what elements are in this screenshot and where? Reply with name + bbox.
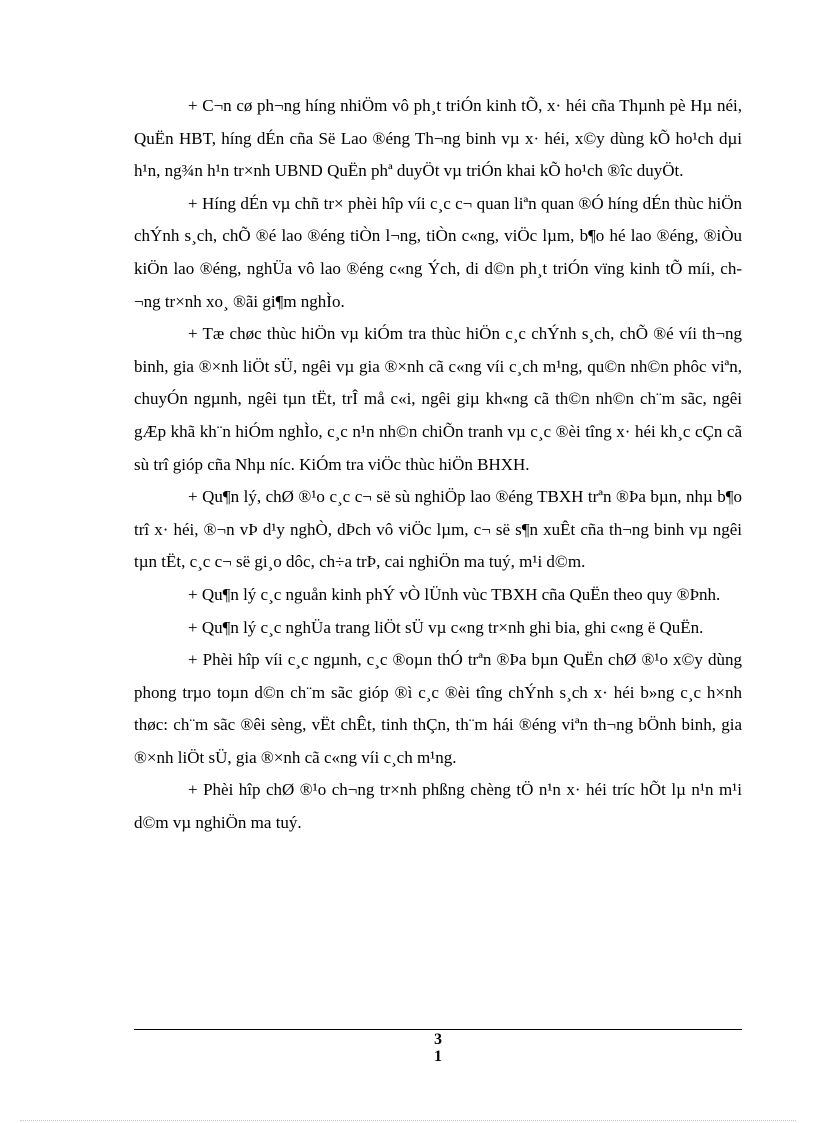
paragraph-5: + Qu¶n lý c¸c nguån kinh phÝ vÒ lÜnh vùc TBXH cña QuËn theo quy ®Þnh.	[188, 584, 721, 604]
footer-divider	[134, 1029, 742, 1030]
paragraph-2: + Híng dÉn vµ chñ tr× phèi hîp víi c¸c c¬ quan liªn quan ®Ó híng dÉn thùc hiÖn chÝnh s¸ch, chÕ ®é lao ®éng tiÒn l¬ng, tiÒn c«ng, viÖc lµm, b¶o hé lao ®éng, ®iÒu kiÖn lao ®éng, nghÜa vô lao ®éng c«ng Ých, di d©n ph¸t triÓn vïng kinh tÕ míi, ch¬ng tr×nh xo¸ ®ãi gi¶m nghÌo.	[134, 193, 742, 311]
paragraph-8: + Phèi hîp chØ ®¹o ch¬ng tr×nh phßng chèng tÖ n¹n x· héi tríc hÕt lµ n¹n m¹i d©m vµ nghiÖn ma tuý.	[134, 780, 742, 833]
paragraph-1: + C¬n cø ph¬ng híng nhiÖm vô ph¸t triÓn kinh tÕ, x· héi cña Thµnh pè Hµ néi, QuËn HBT, híng dÉn cña Së Lao ®éng Th¬ng binh vµ x· héi, x©y dùng kÕ ho¹ch dµi h¹n, ng¾n h¹n tr×nh UBND QuËn phª duyÖt vµ triÓn khai kÕ ho¹ch ®îc duyÖt.	[134, 96, 742, 181]
paragraph-7: + Phèi hîp víi c¸c ngµnh, c¸c ®oµn thÓ trªn ®Þa bµn QuËn chØ ®¹o x©y dùng phong trµo toµn d©n ch¨m sãc gióp ®ì c¸c ®èi tîng chÝnh s¸ch x· héi b»ng c¸c h×nh thøc: ch¨m sãc ®êi sèng, vËt chÊt, tinh thÇn, th¨m hái ®éng viªn th¬ng bÖnh binh, gia ®×nh liÖt sÜ, gia ®×nh cã c«ng víi c¸ch m¹ng.	[134, 650, 742, 767]
page-number-bottom: 1	[434, 1048, 442, 1065]
paragraph-6: + Qu¶n lý c¸c nghÜa trang liÖt sÜ vµ c«ng tr×nh ghi bia, ghi c«ng ë QuËn.	[188, 617, 704, 637]
page-number-top: 3	[434, 1031, 442, 1048]
document-body	[134, 90, 742, 840]
paragraph-4: + Qu¶n lý, chØ ®¹o c¸c c¬ së sù nghiÖp lao ®éng TBXH trªn ®Þa bµn, nhµ b¶o trî x· héi, ®¬n vÞ d¹y nghÒ, dÞch vô viÖc lµm, c¬ së s¶n xuÊt cña th¬ng binh vµ ngêi tµn tËt, c¸c c¬ së gi¸o dôc, ch÷a trÞ, cai nghiÖn ma tuý, m¹i d©m.	[134, 487, 742, 572]
page-bottom-dotted-rule	[20, 1120, 796, 1121]
paragraph-3: + Tæ chøc thùc hiÖn vµ kiÓm tra thùc hiÖn c¸c chÝnh s¸ch, chÕ ®é víi th¬ng binh, gia ®×nh liÖt sÜ, ngêi vµ gia ®×nh cã c«ng víi c¸ch m¹ng, qu©n nh©n phôc viªn, chuyÓn ngµnh, ngêi tµn tËt, trÎ må c«i, ngêi giµ kh«ng cã th©n nh©n ch¨m sãc, ngêi gÆp khã kh¨n hiÓm nghÌo, c¸c n¹n nh©n chiÕn tranh vµ c¸c ®èi tîng x· héi kh¸c cÇn cã sù trî gióp cña Nhµ níc. KiÓm tra viÖc thùc hiÖn BHXH.	[134, 324, 742, 474]
